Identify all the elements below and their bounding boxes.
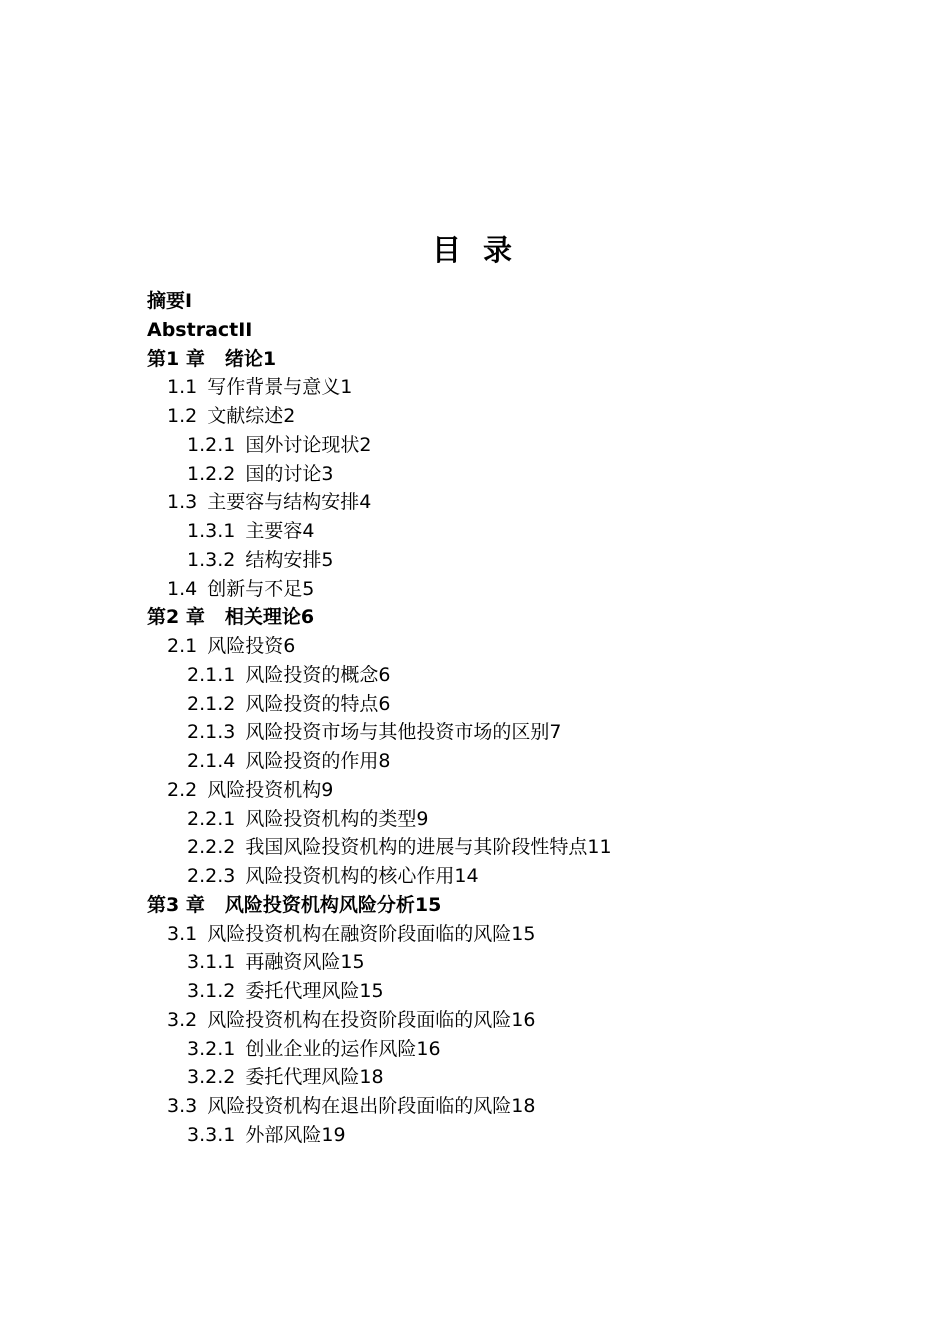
toc-entry-title: 主要容与结构安排 xyxy=(207,491,360,514)
toc-section-entry[interactable] xyxy=(147,402,867,431)
toc-entry-title: 外部风险 xyxy=(245,1123,322,1146)
toc-entry-title: 相关理论 xyxy=(224,606,301,629)
toc-entry-page-number: 2 xyxy=(359,433,372,456)
toc-subsection-entry[interactable] xyxy=(147,661,867,690)
toc-subsection-entry[interactable] xyxy=(147,833,867,862)
toc-entry-number: 3.3 xyxy=(167,1095,198,1117)
toc-entry-title: 绪论 xyxy=(224,347,263,370)
toc-entry-title: 国的讨论 xyxy=(245,462,322,485)
toc-entry-page-number: 18 xyxy=(511,1095,536,1117)
toc-title: 目 录 xyxy=(431,233,519,267)
toc-subsection-entry[interactable] xyxy=(147,977,867,1006)
toc-entry-title: 风险投资的概念 xyxy=(245,663,379,686)
toc-entry-number: 3.3.1 xyxy=(187,1123,236,1146)
toc-entry-page-number: 16 xyxy=(511,1008,536,1031)
toc-chapter-entry[interactable] xyxy=(147,345,867,374)
toc-entry-page-number: 15 xyxy=(511,922,536,945)
toc-chapter-entry[interactable] xyxy=(147,287,867,316)
toc-subsection-entry[interactable] xyxy=(147,690,867,719)
toc-entry-title: 风险投资机构在投资阶段面临的风险 xyxy=(207,1008,512,1031)
toc-chapter-entry[interactable] xyxy=(147,891,867,920)
toc-entry-page-number: II xyxy=(238,318,253,341)
toc-subsection-entry[interactable] xyxy=(147,948,867,977)
toc-entry-number: 2.2.1 xyxy=(187,807,236,830)
toc-entry-number: 1.2.2 xyxy=(187,462,236,485)
toc-section-entry[interactable] xyxy=(147,776,867,805)
toc-entry-title: 风险投资机构的核心作用 xyxy=(245,865,455,887)
toc-entry-title: 再融资风险 xyxy=(245,951,341,974)
toc-entry-page-number: 15 xyxy=(359,980,384,1002)
toc-entry-page-number: 1 xyxy=(340,376,353,399)
toc-entry-number: 3.1 xyxy=(167,922,198,945)
toc-entry-page-number: 7 xyxy=(549,721,562,744)
toc-entry-number: 2.2.3 xyxy=(187,865,236,887)
toc-entry-page-number: 4 xyxy=(302,520,315,542)
toc-entry-page-number: 5 xyxy=(302,577,315,600)
toc-entry-number: 2.1.2 xyxy=(187,692,236,715)
toc-section-entry[interactable] xyxy=(147,575,867,604)
toc-subsection-entry[interactable] xyxy=(147,747,867,776)
toc-entry-number: 3.1.2 xyxy=(187,980,236,1002)
toc-entry-number: 第2 章 xyxy=(147,606,205,629)
toc-entry-title: 风险投资机构的类型 xyxy=(245,807,417,830)
toc-section-entry[interactable] xyxy=(147,920,867,949)
toc-entry-title: 摘要 xyxy=(147,290,186,312)
toc-entry-title: 国外讨论现状 xyxy=(245,433,360,456)
toc-subsection-entry[interactable] xyxy=(147,862,867,891)
toc-entry-page-number: 6 xyxy=(378,663,391,686)
toc-entry-number: 1.3.2 xyxy=(187,548,236,571)
toc-entry-page-number: 15 xyxy=(414,893,442,916)
toc-entry-title: 结构安排 xyxy=(245,548,322,571)
toc-entry-number: 1.3.1 xyxy=(187,520,236,542)
toc-entry-page-number: 2 xyxy=(283,405,296,427)
toc-entry-number: 1.1 xyxy=(167,376,198,399)
toc-entry-page-number: 14 xyxy=(454,865,479,887)
toc-subsection-entry[interactable] xyxy=(147,1063,867,1092)
toc-entry-title: 创新与不足 xyxy=(207,577,303,600)
toc-subsection-entry[interactable] xyxy=(147,546,867,575)
toc-entry-title: 风险投资机构 xyxy=(207,778,322,801)
toc-entry-number: 2.1.3 xyxy=(187,721,236,744)
toc-entry-page-number: I xyxy=(185,290,193,312)
toc-entry-title: 委托代理风险 xyxy=(245,980,360,1002)
toc-entry-number: 1.3 xyxy=(167,491,198,514)
toc-subsection-entry[interactable] xyxy=(147,718,867,747)
toc-entry-number: 第1 章 xyxy=(147,347,205,370)
toc-entry-page-number: 6 xyxy=(283,635,296,657)
toc-entry-number: 3.2.1 xyxy=(187,1037,236,1060)
toc-entry-page-number: 16 xyxy=(416,1037,441,1060)
toc-section-entry[interactable] xyxy=(147,632,867,661)
toc-section-entry[interactable] xyxy=(147,1092,867,1121)
toc-entry-title: 风险投资的特点 xyxy=(245,692,379,715)
toc-entry-title: 创业企业的运作风险 xyxy=(245,1037,417,1060)
toc-section-entry[interactable] xyxy=(147,373,867,402)
toc-entry-title: 风险投资机构在退出阶段面临的风险 xyxy=(207,1095,512,1117)
toc-entry-number: 3.1.1 xyxy=(187,951,236,974)
toc-subsection-entry[interactable] xyxy=(147,517,867,546)
toc-entry-page-number: 1 xyxy=(262,347,277,370)
toc-entry-number: 3.2.2 xyxy=(187,1066,236,1089)
toc-entry-page-number: 18 xyxy=(359,1066,384,1089)
toc-entry-title: Abstract xyxy=(147,318,239,341)
toc-entry-title: 我国风险投资机构的进展与其阶段性特点 xyxy=(245,836,588,859)
toc-entry-number: 1.2.1 xyxy=(187,433,236,456)
toc-subsection-entry[interactable] xyxy=(147,1121,867,1150)
toc-subsection-entry[interactable] xyxy=(147,460,867,489)
toc-entry-page-number: 9 xyxy=(321,778,334,801)
toc-entry-title: 风险投资机构在融资阶段面临的风险 xyxy=(207,922,512,945)
toc-entry-page-number: 4 xyxy=(359,491,372,514)
toc-entry-number: 2.2.2 xyxy=(187,836,236,859)
toc-entry-page-number: 9 xyxy=(416,807,429,830)
toc-entry-page-number: 11 xyxy=(587,836,612,859)
toc-entry-number: 2.1 xyxy=(167,635,198,657)
toc-entry-number: 3.2 xyxy=(167,1008,198,1031)
toc-entry-number: 1.4 xyxy=(167,577,198,600)
toc-section-entry[interactable] xyxy=(147,488,867,517)
toc-entry-title: 写作背景与意义 xyxy=(207,376,341,399)
toc-list xyxy=(147,287,867,1150)
toc-entry-title: 主要容 xyxy=(245,520,303,542)
toc-entry-page-number: 6 xyxy=(300,606,315,629)
toc-entry-number: 2.1.1 xyxy=(187,663,236,686)
toc-entry-title: 文献综述 xyxy=(207,405,284,427)
toc-entry-number: 第3 章 xyxy=(147,893,205,916)
toc-section-entry[interactable] xyxy=(147,1006,867,1035)
toc-entry-page-number: 6 xyxy=(378,692,391,715)
toc-entry-title: 风险投资市场与其他投资市场的区别 xyxy=(245,721,550,744)
toc-entry-page-number: 8 xyxy=(378,750,391,772)
toc-entry-title: 风险投资机构风险分析 xyxy=(224,893,415,916)
toc-subsection-entry[interactable] xyxy=(147,1035,867,1064)
toc-entry-number: 1.2 xyxy=(167,405,198,427)
toc-entry-title: 委托代理风险 xyxy=(245,1066,360,1089)
toc-entry-page-number: 5 xyxy=(321,548,334,571)
toc-entry-number: 2.1.4 xyxy=(187,750,236,772)
toc-subsection-entry[interactable] xyxy=(147,431,867,460)
toc-subsection-entry[interactable] xyxy=(147,805,867,834)
toc-entry-title: 风险投资的作用 xyxy=(245,750,379,772)
toc-entry-title: 风险投资 xyxy=(207,635,284,657)
toc-chapter-entry[interactable] xyxy=(147,603,867,632)
toc-entry-number: 2.2 xyxy=(167,778,198,801)
toc-chapter-entry[interactable] xyxy=(147,316,867,345)
toc-entry-page-number: 15 xyxy=(340,951,365,974)
toc-entry-page-number: 19 xyxy=(321,1123,346,1146)
toc-entry-page-number: 3 xyxy=(321,462,334,485)
